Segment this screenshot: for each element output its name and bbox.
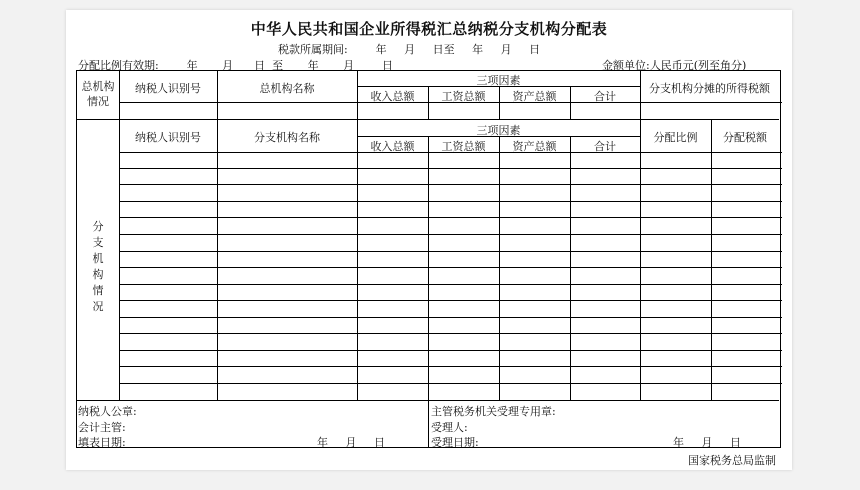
head-taxid-header: 纳税人识别号	[135, 82, 201, 95]
branch-taxid-header: 纳税人识别号	[135, 131, 201, 144]
branch-row-line	[119, 317, 782, 318]
total-col-line	[640, 71, 641, 400]
wages-col-line	[499, 136, 500, 400]
head-total-header: 合计	[594, 90, 616, 103]
receive-date-label: 受理日期:	[431, 436, 479, 449]
taxpayer-seal-label: 纳税人公章:	[78, 405, 137, 418]
head-name-header: 总机构名称	[259, 82, 315, 95]
tax-period-line: 税款所属期间: 年 月 日至 年 月 日	[278, 43, 541, 56]
branch-row-line	[119, 383, 782, 384]
assets-col-line	[570, 136, 571, 400]
income-col-line	[428, 136, 429, 400]
accountant-label: 会计主管:	[78, 421, 126, 434]
head-income-header: 收入总额	[370, 90, 415, 103]
branch-row-line	[119, 350, 782, 351]
fill-date-label: 填表日期:	[78, 436, 126, 449]
branch-row-line	[119, 201, 782, 202]
fill-date-ymd: 年 月 日	[317, 436, 385, 449]
authority-seal-label: 主管税务机关受理专用章:	[431, 405, 556, 418]
section-divider-top	[77, 119, 779, 120]
branch-row-line	[119, 366, 782, 367]
supervisor-note: 国家税务总局监制	[688, 454, 776, 467]
footer-col-line	[428, 400, 429, 448]
branch-row-line	[119, 234, 782, 235]
branch-name-header: 分支机构名称	[254, 131, 320, 144]
form-title: 中华人民共和国企业所得税汇总纳税分支机构分配表	[250, 20, 608, 38]
branch-section-label: 分 支 机 构 情 况	[92, 220, 104, 313]
branch-row-line	[119, 251, 782, 252]
branch-row-line	[119, 168, 782, 169]
form-table	[76, 70, 781, 448]
receiver-label: 受理人:	[431, 421, 468, 434]
head-wages-header: 工资总额	[441, 90, 486, 103]
branch-share-header: 分支机构分摊的所得税额	[649, 82, 770, 95]
branch-wages-header: 工资总额	[441, 140, 486, 153]
head-factors-header: 三项因素	[476, 74, 521, 87]
ratio-col-line	[711, 119, 712, 400]
branch-row-line	[119, 284, 782, 285]
branch-income-header: 收入总额	[370, 140, 415, 153]
validity-period-line: 分配比例有效期: 年 月 日 至 年 月 日	[78, 59, 394, 72]
label-col-line	[119, 71, 120, 400]
name-col-line	[357, 71, 358, 400]
branch-row-line	[119, 333, 782, 334]
branch-factors-header: 三项因素	[476, 124, 521, 137]
receive-date-ymd: 年 月 日	[673, 436, 741, 449]
branch-row-line	[119, 184, 782, 185]
branch-total-header: 合计	[594, 140, 616, 153]
taxid-col-line	[217, 71, 218, 400]
head-office-label: 总机构 情况	[81, 80, 115, 108]
branch-row-line	[119, 267, 782, 268]
head-assets-header: 资产总额	[512, 90, 557, 103]
branch-row-line	[119, 300, 782, 301]
allocation-ratio-header: 分配比例	[653, 131, 698, 144]
tax-form-sheet	[66, 10, 792, 470]
branch-row-line	[119, 217, 782, 218]
branch-assets-header: 资产总额	[512, 140, 557, 153]
currency-unit: 金额单位:人民币元(列至角分)	[602, 59, 747, 72]
allocated-tax-header: 分配税额	[723, 131, 767, 144]
